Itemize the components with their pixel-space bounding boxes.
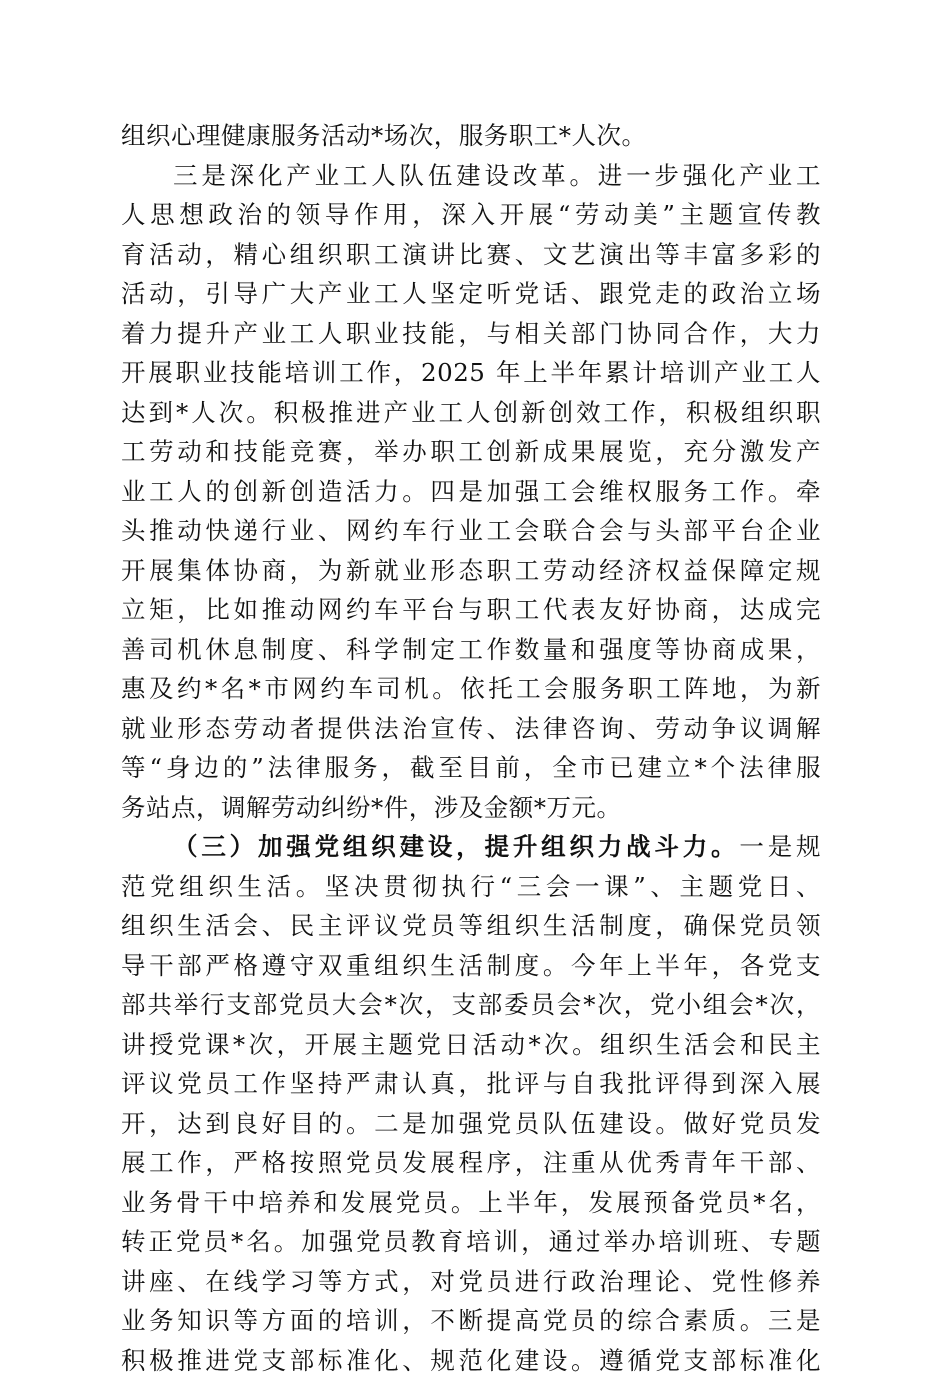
text-line: 展工作，严格按照党员发展程序，注重从优秀青年干部、 bbox=[121, 1143, 821, 1183]
section-heading-line bbox=[121, 827, 821, 867]
text-line: 业务知识等方面的培训，不断提高党员的综合素质。三是 bbox=[121, 1301, 821, 1341]
text-line: 组织心理健康服务活动*场次，服务职工*人次。 bbox=[121, 116, 821, 156]
text-line: 善司机休息制度、科学制定工作数量和强度等协商成果， bbox=[121, 630, 821, 670]
text-line: 组织生活会、民主评议党员等组织生活制度，确保党员领 bbox=[121, 906, 821, 946]
text-line: 部共举行支部党员大会*次，支部委员会*次，党小组会*次， bbox=[121, 985, 821, 1025]
text-line: 讲授党课*次，开展主题党日活动*次。组织生活会和民主 bbox=[121, 1025, 821, 1065]
text-line: 导干部严格遵守双重组织生活制度。今年上半年，各党支 bbox=[121, 946, 821, 986]
text-line: 惠及约*名*市网约车司机。依托工会服务职工阵地，为新 bbox=[121, 669, 821, 709]
text-line: 务站点，调解劳动纠纷*件，涉及金额*万元。 bbox=[121, 788, 821, 828]
text-line: 工劳动和技能竞赛，举办职工创新成果展览，充分激发产 bbox=[121, 432, 821, 472]
text-line: 开展职业技能培训工作，2025 年上半年累计培训产业工人 bbox=[121, 353, 821, 393]
section-heading: （三）加强党组织建设，提升组织力战斗力。 bbox=[173, 832, 739, 861]
text-line: 活动，引导广大产业工人坚定听党话、跟党走的政治立场 bbox=[121, 274, 821, 314]
document-body bbox=[121, 116, 821, 1380]
text-line: 头推动快递行业、网约车行业工会联合会与头部平台企业 bbox=[121, 511, 821, 551]
text-line: 人思想政治的领导作用，深入开展“劳动美”主题宣传教 bbox=[121, 195, 821, 235]
text-run: 一是规 bbox=[739, 832, 821, 861]
text-line: 讲座、在线学习等方式，对党员进行政治理论、党性修养 bbox=[121, 1262, 821, 1302]
text-line: 等“身边的”法律服务，截至目前，全市已建立*个法律服 bbox=[121, 748, 821, 788]
text-line: 业工人的创新创造活力。四是加强工会维权服务工作。牵 bbox=[121, 472, 821, 512]
text-line: 积极推进党支部标准化、规范化建设。遵循党支部标准化 bbox=[121, 1341, 821, 1380]
text-line: 三是深化产业工人队伍建设改革。进一步强化产业工 bbox=[121, 156, 821, 196]
text-line: 开展集体协商，为新就业形态职工劳动经济权益保障定规 bbox=[121, 551, 821, 591]
text-line: 着力提升产业工人职业技能，与相关部门协同合作，大力 bbox=[121, 314, 821, 354]
text-line: 育活动，精心组织职工演讲比赛、文艺演出等丰富多彩的 bbox=[121, 235, 821, 275]
text-line: 就业形态劳动者提供法治宣传、法律咨询、劳动争议调解 bbox=[121, 709, 821, 749]
text-line: 达到*人次。积极推进产业工人创新创效工作，积极组织职 bbox=[121, 393, 821, 433]
text-line: 评议党员工作坚持严肃认真，批评与自我批评得到深入展 bbox=[121, 1064, 821, 1104]
text-line: 立矩，比如推动网约车平台与职工代表友好协商，达成完 bbox=[121, 590, 821, 630]
text-line: 范党组织生活。坚决贯彻执行“三会一课”、主题党日、 bbox=[121, 867, 821, 907]
text-line: 开，达到良好目的。二是加强党员队伍建设。做好党员发 bbox=[121, 1104, 821, 1144]
text-line: 业务骨干中培养和发展党员。上半年，发展预备党员*名， bbox=[121, 1183, 821, 1223]
text-line: 转正党员*名。加强党员教育培训，通过举办培训班、专题 bbox=[121, 1222, 821, 1262]
